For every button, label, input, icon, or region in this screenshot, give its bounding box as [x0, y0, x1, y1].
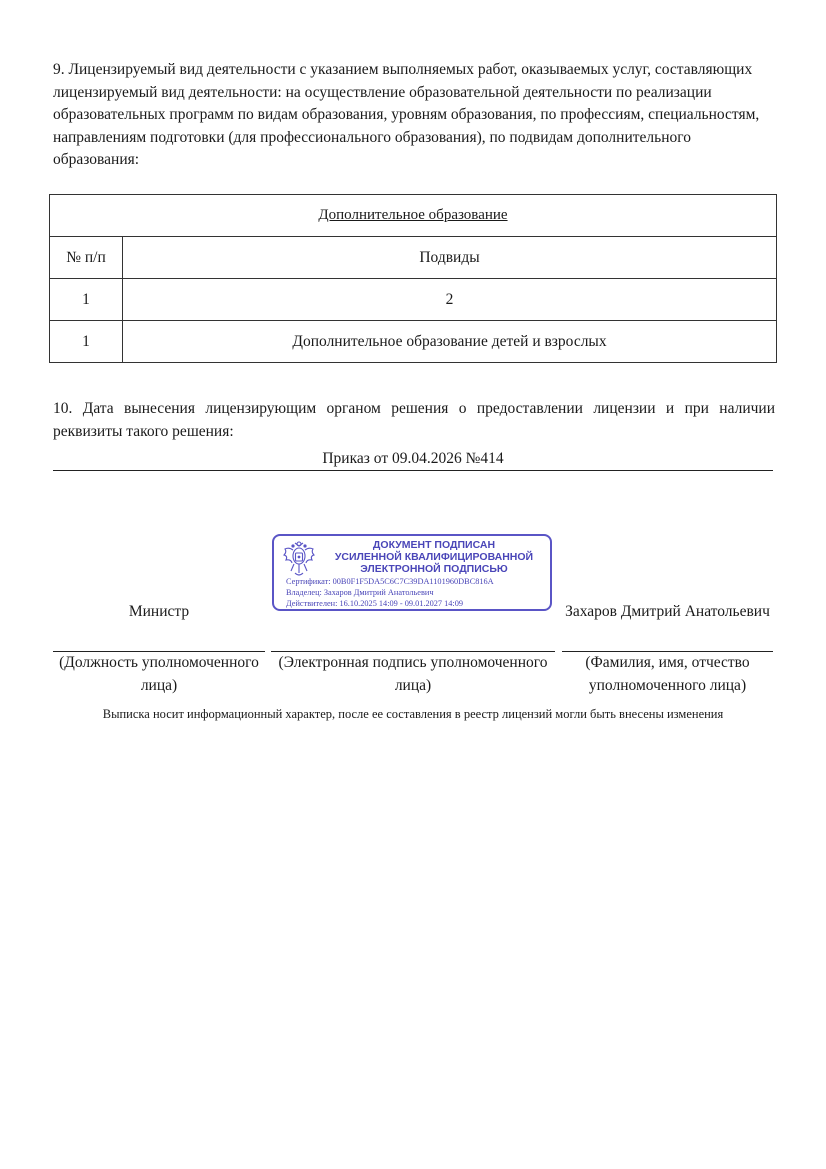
informational-note: Выписка носит информационный характер, после ее составления в реестр лицензий могли быть внесены изменения [102, 707, 724, 721]
education-subtypes-table [49, 194, 777, 363]
order-reference: Приказ от 09.04.2026 №414 [53, 449, 773, 471]
row-number-cell: 1 [50, 321, 123, 363]
table-title-row [50, 195, 777, 237]
caption-name: (Фамилия, имя, отчество уполномоченного лица) [585, 654, 750, 694]
caption-position: (Должность уполномоченного лица) [59, 654, 259, 694]
section-10-text: 10. Дата вынесения лицензирующим органом решения о предоставлении лицензии и при наличии реквизиты такого решения: [53, 400, 775, 440]
electronic-signature-stamp [272, 534, 552, 611]
numbering-cell-2: 2 [123, 279, 777, 321]
column-header-number: № п/п [50, 237, 123, 279]
stamp-title-line-2: УСИЛЕННОЙ КВАЛИФИЦИРОВАННОЙ [334, 551, 534, 563]
table-title: Дополнительное образование [50, 195, 777, 237]
stamp-title-line-3: ЭЛЕКТРОННОЙ ПОДПИСЬЮ [360, 563, 508, 575]
row-subtype-cell: Дополнительное образование детей и взрослых [123, 321, 777, 363]
stamp-title-line-1: ДОКУМЕНТ ПОДПИСАН [372, 539, 496, 551]
table-numbering-row [50, 279, 777, 321]
numbering-cell-1: 1 [50, 279, 123, 321]
table-header-row [50, 237, 777, 279]
column-header-subtypes: Подвиды [123, 237, 777, 279]
stamp-certificate: Сертификат: 00B0F1F5DA5C6C7C39DA1101960DBC816A [286, 577, 494, 586]
official-position: Министр [128, 603, 190, 620]
table-row [50, 321, 777, 363]
stamp-owner: Владелец: Захаров Дмитрий Анатольевич [286, 588, 434, 597]
section-9-text: 9. Лицензируемый вид деятельности с указанием выполняемых работ, оказываемых услуг, составляющих лицензируемый вид деятельности: на осуществление образовательной деятельности по реализации образовательных программ по видам образования, уровням образования, по профессиям, специальностям, направлениям подготовки (для профессионального образования), по подвидам дополнительного образования: [53, 61, 760, 168]
coat-of-arms-icon [280, 540, 318, 580]
caption-signature: (Электронная подпись уполномоченного лица) [278, 654, 548, 694]
official-name: Захаров Дмитрий Анатольевич [565, 603, 770, 620]
stamp-validity: Действителен: 16.10.2025 14:09 - 09.01.2027 14:09 [286, 599, 464, 608]
